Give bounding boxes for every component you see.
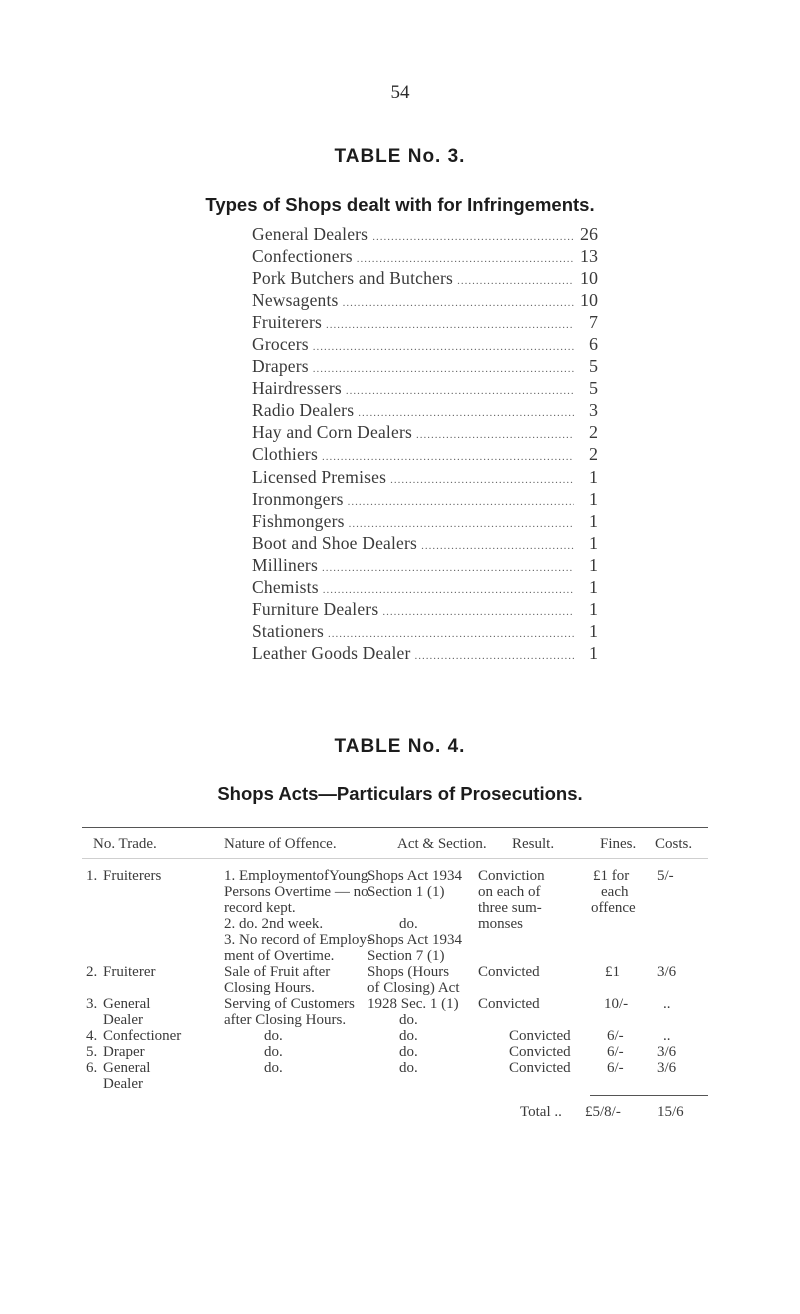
header-no-trade: No. Trade. [93, 836, 157, 852]
header-fines: Fines. [600, 836, 637, 852]
costs-value: 5/- [657, 868, 674, 884]
shop-type-name: Milliners [252, 554, 318, 575]
shop-type-count: 1 [589, 466, 598, 487]
fines-line: 6/- [607, 1060, 624, 1076]
act-line: Shops Act 1934 [367, 868, 463, 884]
costs-value: 3/6 [657, 964, 677, 980]
shop-type-name: Hay and Corn Dealers [252, 422, 412, 443]
offence-line: 1. EmploymentofYoung [224, 868, 369, 884]
shop-type-name: General Dealers [252, 224, 369, 244]
shop-type-name: Hairdressers [252, 378, 342, 399]
row-number: 6. [86, 1060, 98, 1076]
table-4-subtitle: Shops Acts—Particulars of Prosecutions. [217, 783, 583, 804]
table-top-rule [82, 827, 708, 828]
shop-type-count: 1 [589, 510, 598, 531]
shop-type-count: 1 [589, 488, 598, 509]
shop-type-name: Licensed Premises [252, 466, 387, 487]
shop-type-name: Furniture Dealers [252, 598, 379, 619]
offence-line: do. [264, 1028, 283, 1044]
offence-line: do. [264, 1060, 283, 1076]
table-4-title: TABLE No. 4. [334, 736, 466, 757]
act-line: 1928 Sec. 1 (1) [367, 996, 459, 1012]
shop-type-count: 2 [589, 444, 598, 465]
shop-type-name: Confectioners [252, 246, 353, 267]
result-line: three sum- [478, 900, 542, 916]
table-3-subtitle: Types of Shops dealt with for Infringements. [205, 194, 595, 215]
shop-type-count: 26 [580, 224, 598, 244]
act-line: do. [399, 1060, 418, 1076]
shop-type-name: Leather Goods Dealer [252, 642, 411, 663]
result-line: on each of [478, 884, 541, 900]
offence-line: after Closing Hours. [224, 1012, 347, 1028]
shop-type-count: 1 [589, 620, 598, 641]
shop-type-name: Boot and Shoe Dealers [252, 532, 418, 553]
result-line: Convicted [478, 964, 540, 980]
shop-type-name: Drapers [252, 356, 309, 377]
offence-line: record kept. [224, 900, 296, 916]
shop-type-count: 1 [589, 532, 598, 553]
fines-line: each [601, 884, 629, 900]
costs-value: .. [663, 996, 671, 1012]
act-line: do. [399, 916, 418, 932]
fines-line: 6/- [607, 1028, 624, 1044]
offence-line: 3. No record of Employ- [224, 932, 372, 948]
row-number: 1. [86, 868, 98, 884]
trade-line: Confectioner [103, 1028, 182, 1044]
shop-type-name: Stationers [252, 620, 324, 641]
header-result: Result. [512, 836, 555, 852]
shop-type-count: 2 [589, 422, 598, 443]
offence-line: Serving of Customers [224, 996, 355, 1012]
total-fines: £5/8/- [585, 1104, 621, 1120]
header-offence: Nature of Offence. [224, 836, 337, 852]
total-rule [590, 1095, 708, 1096]
row-number: 3. [86, 996, 98, 1012]
shop-type-count: 1 [589, 576, 598, 597]
act-line: Shops Act 1934 [367, 932, 463, 948]
offence-line: 2. do. 2nd week. [224, 916, 324, 932]
costs-value: .. [663, 1028, 671, 1044]
shop-type-name: Fishmongers [252, 510, 345, 531]
shop-type-name: Ironmongers [252, 488, 344, 509]
page-number: 54 [390, 82, 410, 103]
result-line: Convicted [509, 1028, 571, 1044]
result-line: monses [478, 916, 523, 932]
fines-line: offence [591, 900, 636, 916]
act-line: of Closing) Act [367, 980, 460, 996]
shop-type-count: 10 [580, 290, 598, 311]
trade-line: Draper [103, 1044, 145, 1060]
shop-type-count: 1 [589, 598, 598, 619]
shop-type-name: Newsagents [252, 290, 339, 311]
result-line: Convicted [509, 1044, 571, 1060]
table-3-title: TABLE No. 3. [334, 146, 466, 167]
shop-type-name: Fruiterers [252, 312, 323, 333]
trade-line: General [103, 1060, 151, 1076]
shop-type-count: 5 [589, 356, 598, 377]
result-line: Conviction [478, 868, 545, 884]
shop-type-name: Grocers [252, 334, 309, 355]
shop-type-name: Radio Dealers [252, 400, 355, 421]
trade-line: Dealer [103, 1012, 143, 1028]
shop-type-count: 13 [580, 246, 598, 267]
header-rule [82, 858, 708, 859]
fines-line: 10/- [604, 996, 629, 1012]
act-line: Section 1 (1) [367, 884, 445, 900]
shop-type-count: 7 [589, 312, 598, 333]
offence-line: ment of Overtime. [224, 948, 335, 964]
row-number: 5. [86, 1044, 98, 1060]
offence-line: do. [264, 1044, 283, 1060]
total-label: Total .. [520, 1104, 562, 1120]
trade-line: Fruiterers [103, 868, 162, 884]
shop-type-count: 1 [589, 554, 598, 575]
trade-line: Fruiterer [103, 964, 156, 980]
act-line: do. [399, 1044, 418, 1060]
act-line: Section 7 (1) [367, 948, 445, 964]
fines-line: £1 for [593, 868, 630, 884]
row-number: 4. [86, 1028, 98, 1044]
offence-line: Sale of Fruit after [224, 964, 331, 980]
header-costs: Costs. [655, 836, 693, 852]
fines-line: 6/- [607, 1044, 624, 1060]
header-act: Act & Section. [397, 836, 487, 852]
result-line: Convicted [478, 996, 540, 1012]
costs-value: 3/6 [657, 1060, 677, 1076]
result-line: Convicted [509, 1060, 571, 1076]
shop-type-count: 10 [580, 268, 598, 289]
trade-line: Dealer [103, 1076, 143, 1092]
shop-type-name: Chemists [252, 576, 319, 597]
row-number: 2. [86, 964, 98, 980]
act-line: Shops (Hours [367, 964, 450, 980]
shop-type-name: Clothiers [252, 444, 318, 465]
shop-type-count: 5 [589, 378, 598, 399]
shop-type-name: Pork Butchers and Butchers [252, 268, 454, 289]
act-line: do. [399, 1028, 418, 1044]
offence-line: Persons Overtime — no [224, 884, 369, 900]
costs-value: 3/6 [657, 1044, 677, 1060]
total-costs: 15/6 [657, 1104, 684, 1120]
shop-type-count: 1 [589, 642, 598, 663]
act-line: do. [399, 1012, 418, 1028]
offence-line: Closing Hours. [224, 980, 315, 996]
fines-line: £1 [605, 964, 620, 980]
shop-type-count: 3 [589, 400, 598, 421]
shop-type-count: 6 [589, 334, 598, 355]
trade-line: General [103, 996, 151, 1012]
